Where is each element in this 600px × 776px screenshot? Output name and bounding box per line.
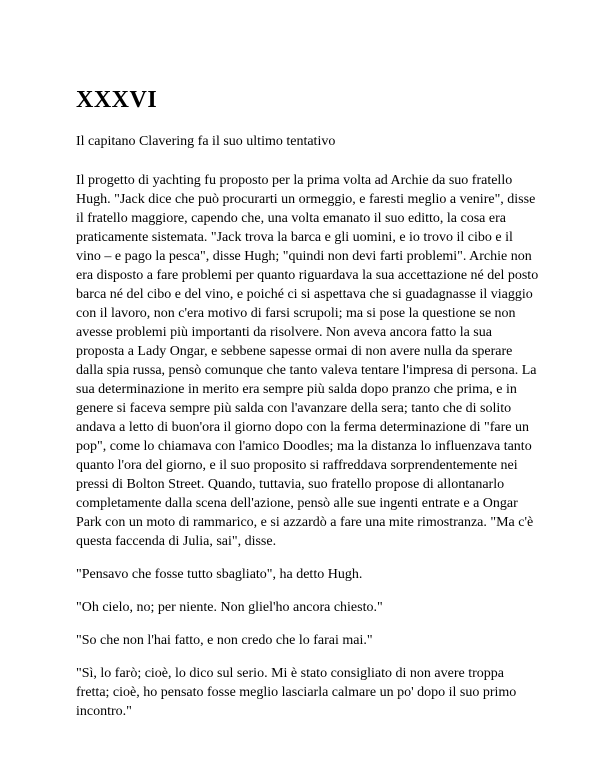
paragraph-dialogue-3: "So che non l'hai fatto, e non credo che lo farai mai." xyxy=(76,633,373,648)
chapter-subtitle: Il capitano Clavering fa il suo ultimo tentativo xyxy=(76,134,336,149)
paragraph-main: Il progetto di yachting fu proposto per la prima volta ad Archie da suo fratello Hugh. "Jack dice che può procurarti un ormeggio, e faresti meglio a venire", disse il fratello maggiore, capendo che, una volta emanato il suo editto, la cosa era praticamente sistemata. "Jack trova la barca e gli uomini, e io trovo il cibo e il vino – e pago la pesca", disse Hugh; "quindi non devi farti problemi". Archie non era disposto a fare problemi per quanto riguardava la sua accettazione né del posto barca né del cibo e del vino, e poiché ci si aspettava che si guadagnasse il viaggio con il lavoro, non c'era motivo di farsi scrupoli; ma si pose la questione se non avesse problemi più importanti da risolvere. Non aveva ancora fatto la sua proposta a Lady Ongar, e sebbene sapesse ormai di non avere nulla da sperare dalla spia russa, pensò comunque che tanto valeva tentare l'impresa di persona. La sua determinazione in merito era sempre più salda dopo pranzo che prima, e in genere si faceva sempre più salda con l'avanzare della sera; tanto che di solito andava a letto di buon'ora il giorno dopo con la ferma determinazione di "fare un pop", come lo chiamava con l'amico Doodles; ma la distanza lo influenzava tanto quanto l'ora del giorno, e il suo proposito si raffreddava sorprendentemente nei pressi di Bolton Street. Quando, tuttavia, suo fratello propose di allontanarlo completamente dalla scena dell'azione, pensò alle sue ingenti entrate e a Ongar Park con un moto di rammarico, e si azzardò a fare una mite rimostranza. "Ma c'è questa faccenda di Julia, sai", disse. xyxy=(76,173,539,549)
paragraph-dialogue-1: "Pensavo che fosse tutto sbagliato", ha detto Hugh. xyxy=(76,567,363,582)
chapter-title: XXXVI xyxy=(76,87,158,113)
paragraph-dialogue-4: "Sì, lo farò; cioè, lo dico sul serio. Mi è stato consigliato di non avere troppa fretta; cioè, ho pensato fosse meglio lasciarla calmare un po' dopo il suo primo incontro." xyxy=(76,666,517,719)
paragraph-dialogue-2: "Oh cielo, no; per niente. Non gliel'ho ancora chiesto." xyxy=(76,600,383,615)
document-page xyxy=(76,86,540,735)
